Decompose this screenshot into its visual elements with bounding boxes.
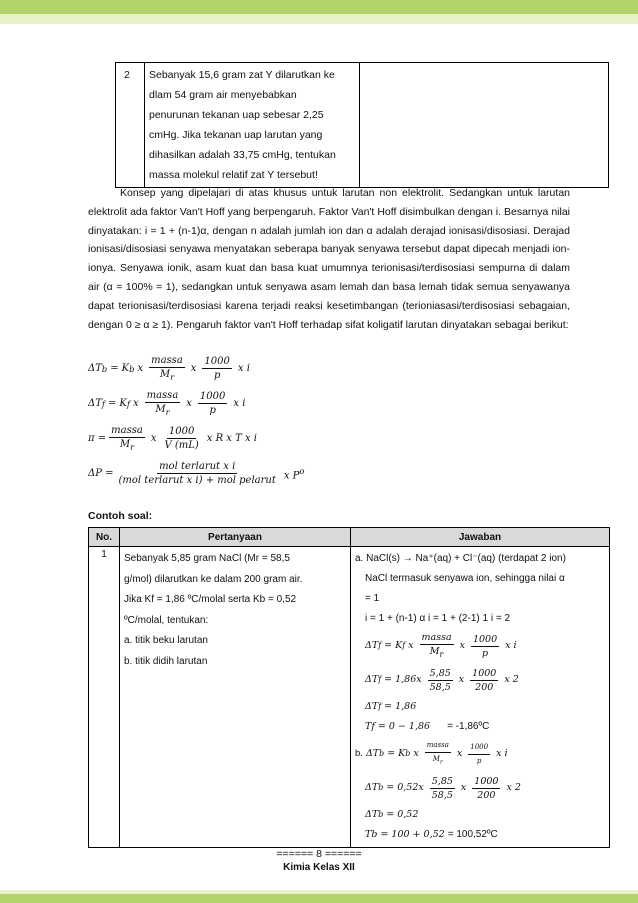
answer-a-delta: ΔT f = 1,86 (365, 701, 417, 712)
formula-vapor-pressure: ΔP = $\frac{\text{mol terlarut x i}}{\text{(mol terlarut x i) + mol pelarut}}$ x $P^o$ (88, 461, 305, 486)
question-text: Sebanyak 15,6 gram zat Y dilarutkan ke dlam 54 gram air menyebabkan penurunan tekanan uap sebesar 2,25 cmHg. Jika tekanan uap larutan yang dihasilkan adalah 33,75 cmHg, tentukan massa molekul relatif zat Y tersebut! (145, 63, 360, 188)
answer-cell (360, 63, 609, 188)
example-question: Sebanyak 5,85 gram NaCl (Mr = 58,5 g/mol) dilarutkan ke dalam 200 gram air. Jika Kf = 1,86 ºC/molal serta Kb = 0,52 ºC/molal, tentukan: a. titik beku larutan b. titik didih larutan (120, 547, 351, 848)
example-table (88, 527, 610, 848)
page-number: ====== 8 ====== (276, 848, 362, 860)
formula-block (88, 356, 548, 496)
answer-b-formula: b. ΔT b = K b x $\frac{\text{massa}}{M_r}$ x $\frac{1000}{p}$ x i (355, 740, 508, 766)
question-table-top (115, 62, 609, 188)
answer-b-result: T b = 100 + 0,52 = 100,52ºC (365, 829, 498, 840)
body-paragraph: Konsep yang dipelajari di atas khusus untuk larutan non elektrolit. Sedangkan untuk larutan elektrolit ada faktor Van't Hoff yang berpengaruh. Faktor Van't Hoff disimbulkan dengan i. Besarnya nilai dinyatakan: i = 1 + (n-1)α, dengan n adalah jumlah ion dan α adalah derajad ionisasi/disosiasi. Derajad ionisasi/disosiasi senyawa menyatakan seberapa banyak senyawa tersebut dapat dipecah menjadi ion-ionya. Senyawa ionik, asam kuat dan basa kuat umumnya terionisasi/terdisosiasi sempurna di dalam air (α = 100% = 1), sedangkan untuk senyawa asam lemah dan basa lemah tidak semua senyawanya dapat terionisasi/terdisosiasi karena terjadi reaksi kesetimbangan (terioniasasi/terdisosiasi sebagaian, dengan 0 ≥ α ≥ 1). Pengaruh faktor van't Hoff terhadap sifat koligatif larutan dinyatakan sebagai berikut: (88, 187, 570, 331)
answer-a-result: T f = 0 − 1,86 = -1,86ºC (365, 721, 490, 732)
example-heading: Contoh soal: (88, 510, 153, 522)
formula-freezing-point: ΔT f = K f x $\frac{\text{massa}}{M_r}$ x $\frac{1000}{p}$ x i (88, 389, 246, 417)
answer-a-substitution: ΔT f = 1,86x $\frac{5,85}{58,5}$ x $\frac{1000}{200}$ x 2 (365, 667, 519, 693)
header-answer: Jawaban (351, 528, 610, 547)
header-no: No. (89, 528, 120, 547)
top-decorative-band (0, 0, 638, 24)
formula-boiling-point: ΔT b = K b x $\frac{\text{massa}}{M_r}$ x $\frac{1000}{p}$ x i (88, 354, 250, 382)
example-number: 1 (89, 547, 120, 848)
header-question: Pertanyaan (120, 528, 351, 547)
question-number: 2 (116, 63, 145, 188)
footer-subject: Kimia Kelas XII (283, 862, 355, 873)
formula-osmotic-pressure: π = $\frac{\text{massa}}{M_r}$ x $\frac{1000}{V (mL)}$ x R x T x i (88, 424, 257, 452)
example-answer: a. NaCl(s) → Na⁺(aq) + Cl⁻(aq) (terdapat 2 ion) NaCl termasuk senyawa ion, sehingga nilai α = 1 i = 1 + (n-1) α i = 1 + (2-1) 1 i = 2 ΔT f = K f x $\frac{\text{massa}}{M_r}$ x $\frac{1000}{p}$ x i ΔT f = 1,86x $\frac{5,85}{58,5}$ x $\frac{1000}{200}$ x 2 ΔT f = 1,86 T f = 0 − 1,86 = -1,86ºC b. ΔT b = K b x $\frac{\text{massa}}{M_r}$ x $\frac{1000}{p}$ x i ΔT b = 0,52x $\frac{5,85}{58,5}$ x $\frac{1000}{200}$ x 2 ΔT b = 0,52 T b = 100 + 0,52 = 100,52ºC (351, 547, 610, 848)
bottom-decorative-band (0, 890, 638, 903)
answer-a-formula: ΔT f = K f x $\frac{\text{massa}}{M_r}$ x $\frac{1000}{p}$ x i (365, 632, 517, 659)
answer-b-delta: ΔT b = 0,52 (365, 809, 419, 820)
answer-b-substitution: ΔT b = 0,52x $\frac{5,85}{58,5}$ x $\frac{1000}{200}$ x 2 (365, 775, 521, 801)
